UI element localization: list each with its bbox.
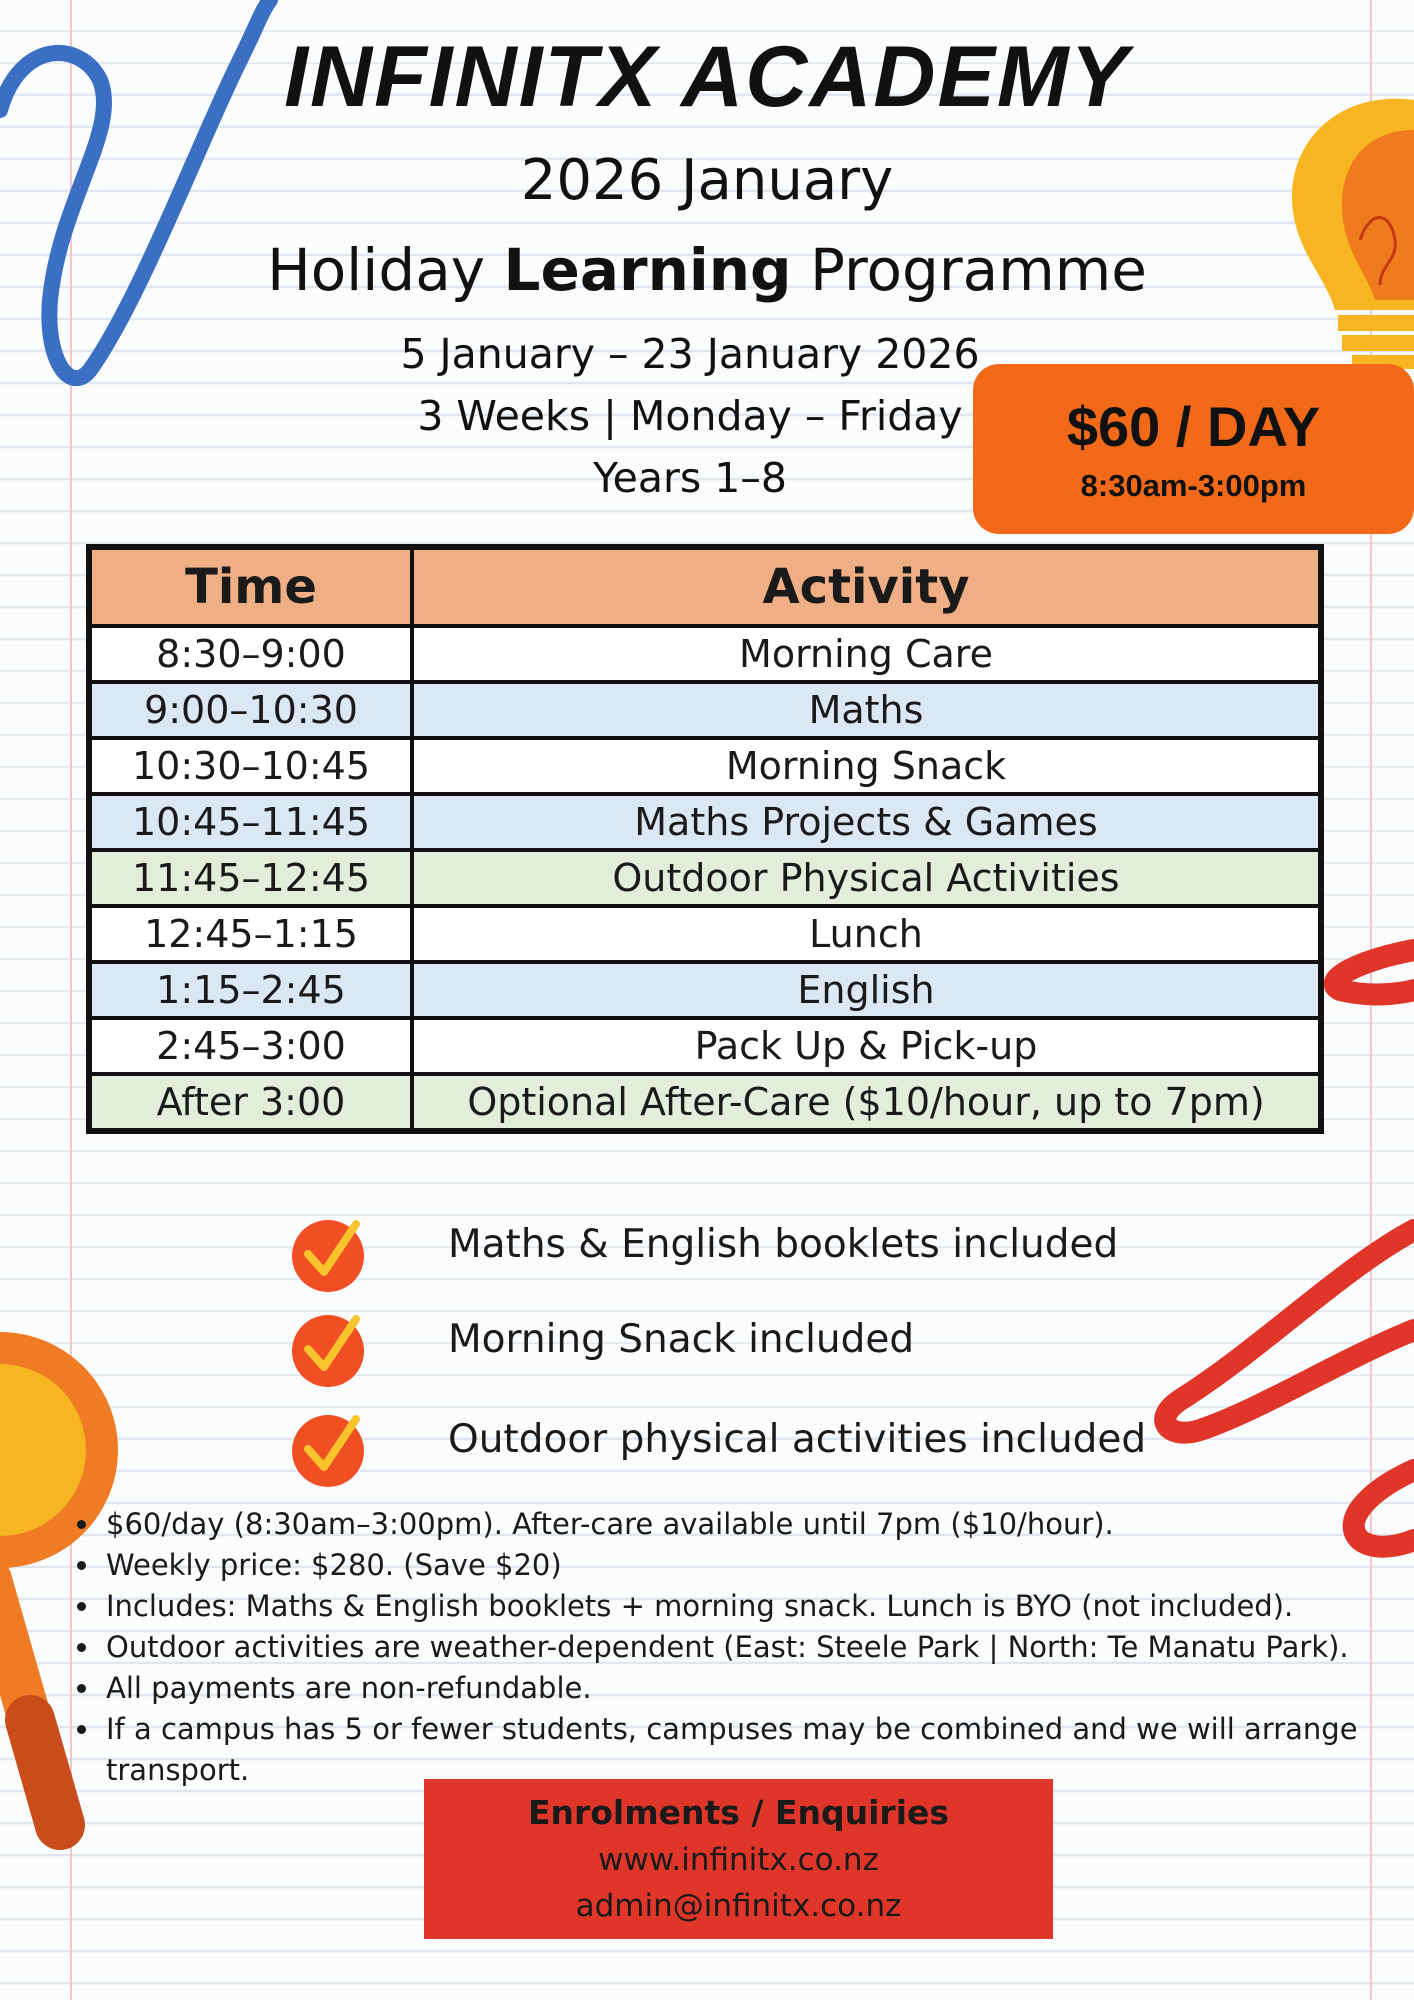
contact-box <box>424 1779 1053 1939</box>
time-cell: 10:45–11:45 <box>89 794 412 850</box>
activity-cell: Pack Up & Pick-up <box>412 1018 1321 1074</box>
column-header-activity: Activity <box>412 547 1321 626</box>
activity-cell: Morning Care <box>412 626 1321 682</box>
contact-heading: Enrolments / Enquiries <box>527 1793 950 1832</box>
table-row <box>89 682 1321 738</box>
activity-cell: Optional After-Care ($10/hour, up to 7pm) <box>412 1074 1321 1131</box>
activity-cell: Morning Snack <box>412 738 1321 794</box>
table-row <box>89 1074 1321 1131</box>
price-badge <box>973 364 1414 534</box>
table-row <box>89 1018 1321 1074</box>
time-cell: 1:15–2:45 <box>89 962 412 1018</box>
programme-name-bold: Learning <box>503 236 792 304</box>
table-header-row <box>89 547 1321 626</box>
programme-dates: 5 January – 23 January 2026 <box>400 330 980 378</box>
list-item: • Weekly price: $280. (Save $20) <box>102 1545 1414 1586</box>
programme-name-pre: Holiday <box>267 236 504 304</box>
time-cell: 10:30–10:45 <box>89 738 412 794</box>
activity-cell: Outdoor Physical Activities <box>412 850 1321 906</box>
table-row <box>89 962 1321 1018</box>
programme-year: 2026 January <box>520 148 894 213</box>
price-hours: 8:30am-3:00pm <box>1080 468 1307 503</box>
schedule-table <box>86 544 1324 1134</box>
activity-cell: Maths Projects & Games <box>412 794 1321 850</box>
academy-title: INFINITX ACADEMY <box>284 29 1130 125</box>
check-icon <box>290 1409 370 1489</box>
time-cell: 11:45–12:45 <box>89 850 412 906</box>
table-row <box>89 906 1321 962</box>
feature-text: Outdoor physical activities included <box>448 1417 1147 1462</box>
programme-name-post: Programme <box>791 236 1147 304</box>
website-link[interactable]: www.infinitx.co.nz <box>598 1842 879 1878</box>
time-cell: 8:30–9:00 <box>89 626 412 682</box>
list-item: • All payments are non-refundable. <box>102 1668 1414 1709</box>
price-amount: $60 / DAY <box>1066 395 1321 458</box>
time-cell: 2:45–3:00 <box>89 1018 412 1074</box>
column-header-time: Time <box>89 547 412 626</box>
programme-name <box>0 236 1414 304</box>
time-cell: 9:00–10:30 <box>89 682 412 738</box>
table-row <box>89 794 1321 850</box>
activity-cell: English <box>412 962 1321 1018</box>
table-row <box>89 738 1321 794</box>
email-link[interactable]: admin@infinitx.co.nz <box>575 1888 902 1924</box>
lightbulb-icon <box>1280 90 1414 370</box>
list-item: • If a campus has 5 or fewer students, campuses may be combined and we will arrange transport. <box>102 1709 1414 1791</box>
table-row <box>89 626 1321 682</box>
programme-years: Years 1–8 <box>593 454 787 502</box>
check-icon <box>290 1309 370 1389</box>
time-cell: 12:45–1:15 <box>89 906 412 962</box>
list-item: • $60/day (8:30am–3:00pm). After-care available until 7pm ($10/hour). <box>102 1504 1414 1545</box>
activity-cell: Lunch <box>412 906 1321 962</box>
notes-list <box>66 1504 1414 1791</box>
feature-text: Maths & English booklets included <box>448 1222 1119 1267</box>
table-row <box>89 850 1321 906</box>
feature-text: Morning Snack included <box>448 1317 915 1362</box>
activity-cell: Maths <box>412 682 1321 738</box>
list-item: • Outdoor activities are weather-dependent (East: Steele Park | North: Te Manatu Park). <box>102 1627 1414 1668</box>
time-cell: After 3:00 <box>89 1074 412 1131</box>
list-item: • Includes: Maths & English booklets + morning snack. Lunch is BYO (not included). <box>102 1586 1414 1627</box>
programme-schedule: 3 Weeks | Monday – Friday <box>417 392 963 440</box>
check-icon <box>290 1214 370 1294</box>
